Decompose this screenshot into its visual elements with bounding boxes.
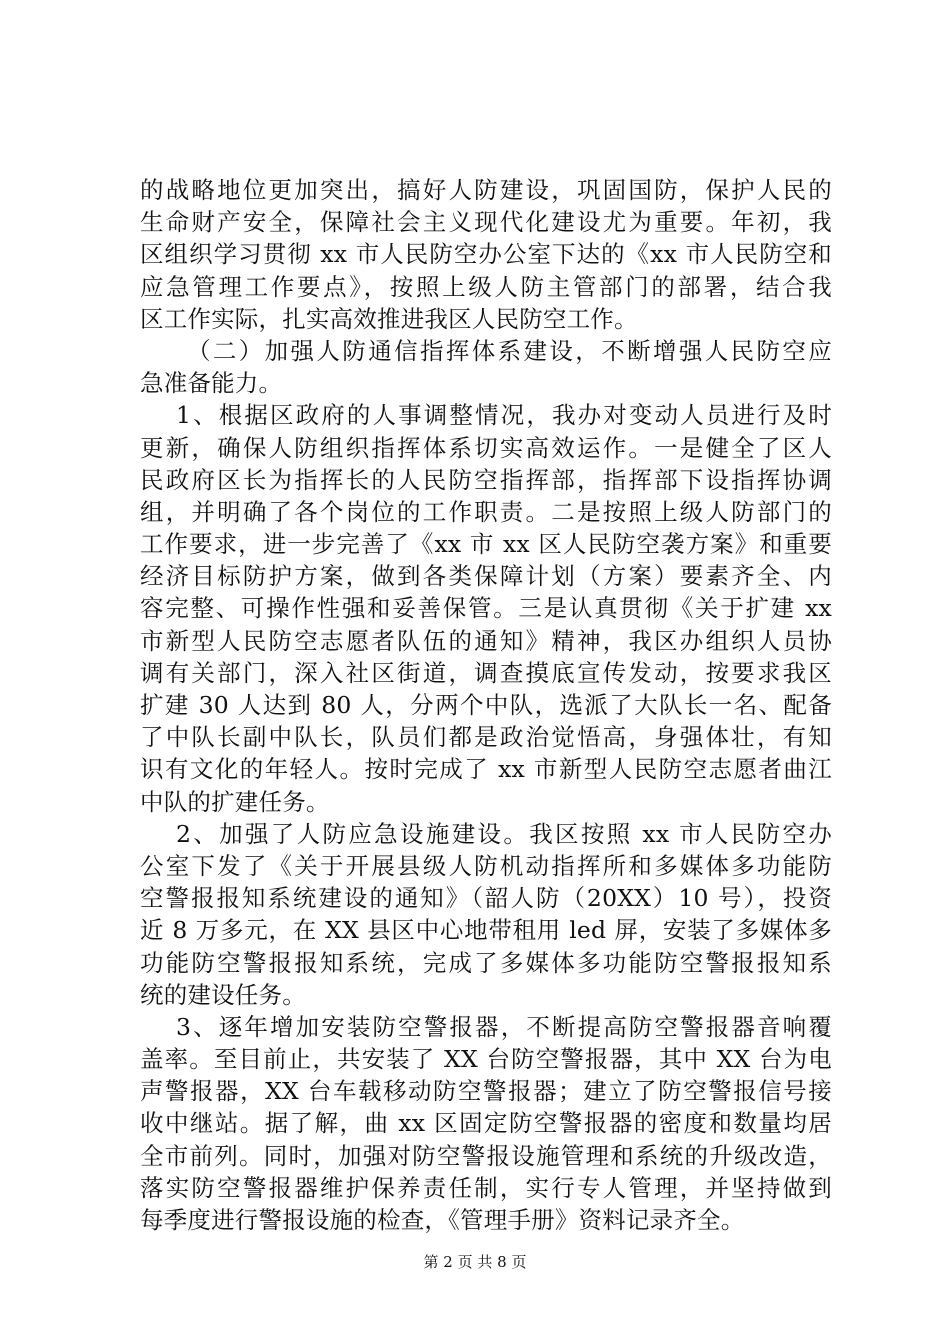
text-line: 更新，确保人防组织指挥体系切实高效运作。一是健全了区人	[140, 433, 832, 462]
text-line: 扩建 30 人达到 80 人，分两个中队，选派了大队长一名、配备	[140, 691, 832, 719]
text-line: 统的建设任务。	[140, 980, 306, 1009]
text-line: 识有文化的年轻人。按时完成了 xx 市新型人民防空志愿者曲江	[140, 755, 832, 784]
text-line: 调有关部门，深入社区街道，调查摸底宣传发动，按要求我区	[140, 658, 832, 687]
text-line: 市新型人民防空志愿者队伍的通知》精神，我区办组织人员协	[140, 626, 832, 655]
text-line: 收中继站。据了解，曲 xx 区固定防空警报器的密度和数量均居	[140, 1109, 832, 1138]
text-line: 的战略地位更加突出，搞好人防建设，巩固国防，保护人民的	[140, 176, 832, 204]
text-line: 容完整、可操作性强和妥善保管。三是认真贯彻《关于扩建 xx	[140, 594, 832, 623]
text-line: 全市前列。同时，加强对防空警报设施管理和系统的升级改造，	[140, 1141, 832, 1170]
text-line: 生命财产安全，保障社会主义现代化建设尤为重要。年初，我	[140, 208, 832, 237]
text-line: 工作要求，进一步完善了《xx 市 xx 区人民防空袭方案》和重要	[140, 530, 832, 559]
text-line: 区组织学习贯彻 xx 市人民防空办公室下达的《xx 市人民防空和	[140, 240, 832, 269]
text-line: 3、逐年增加安装防空警报器，不断提高防空警报器音响覆	[176, 1012, 832, 1041]
text-line: 空警报报知系统建设的通知》（韶人防（20XX）10 号），投资	[140, 884, 832, 913]
text-line: 了中队长副中队长，队员们都是政治觉悟高，身强体壮，有知	[140, 723, 832, 752]
text-line: 声警报器，XX 台车载移动防空警报器；建立了防空警报信号接	[140, 1077, 832, 1106]
text-line: 2、加强了人防应急设施建设。我区按照 xx 市人民防空办	[176, 819, 832, 848]
document-body	[140, 174, 832, 1236]
text-line: 组，并明确了各个岗位的工作职责。二是按照上级人防部门的	[140, 497, 832, 526]
text-line: 落实防空警报器维护保养责任制，实行专人管理，并坚持做到	[140, 1173, 832, 1202]
text-line: 1、根据区政府的人事调整情况，我办对变动人员进行及时	[176, 401, 832, 430]
text-line: 功能防空警报报知系统，完成了多媒体多功能防空警报报知系	[140, 948, 832, 977]
section-heading-line: 急准备能力。	[140, 369, 283, 398]
text-line: 应急管理工作要点》，按照上级人防主管部门的部署，结合我	[140, 272, 832, 301]
text-line: 盖率。至目前止，共安装了 XX 台防空警报器，其中 XX 台为电	[140, 1045, 832, 1074]
text-line: 公室下发了《关于开展县级人防机动指挥所和多媒体多功能防	[140, 851, 832, 880]
text-line: 中队的扩建任务。	[140, 787, 330, 816]
section-heading-line: （二）加强人防通信指挥体系建设，不断增强人民防空应	[187, 336, 832, 365]
text-line: 区工作实际，扎实高效推进我区人民防空工作。	[140, 304, 638, 333]
text-line: 经济目标防护方案，做到各类保障计划（方案）要素齐全、内	[140, 562, 832, 591]
text-line: 近 8 万多元，在 XX 县区中心地带租用 led 屏，安装了多媒体多	[140, 916, 832, 945]
page-number-footer: 第 2 页 共 8 页	[423, 1253, 527, 1271]
text-line: 每季度进行警报设施的检查，《管理手册》资料记录齐全。	[140, 1206, 745, 1234]
text-line: 民政府区长为指挥长的人民防空指挥部，指挥部下设指挥协调	[140, 465, 832, 494]
